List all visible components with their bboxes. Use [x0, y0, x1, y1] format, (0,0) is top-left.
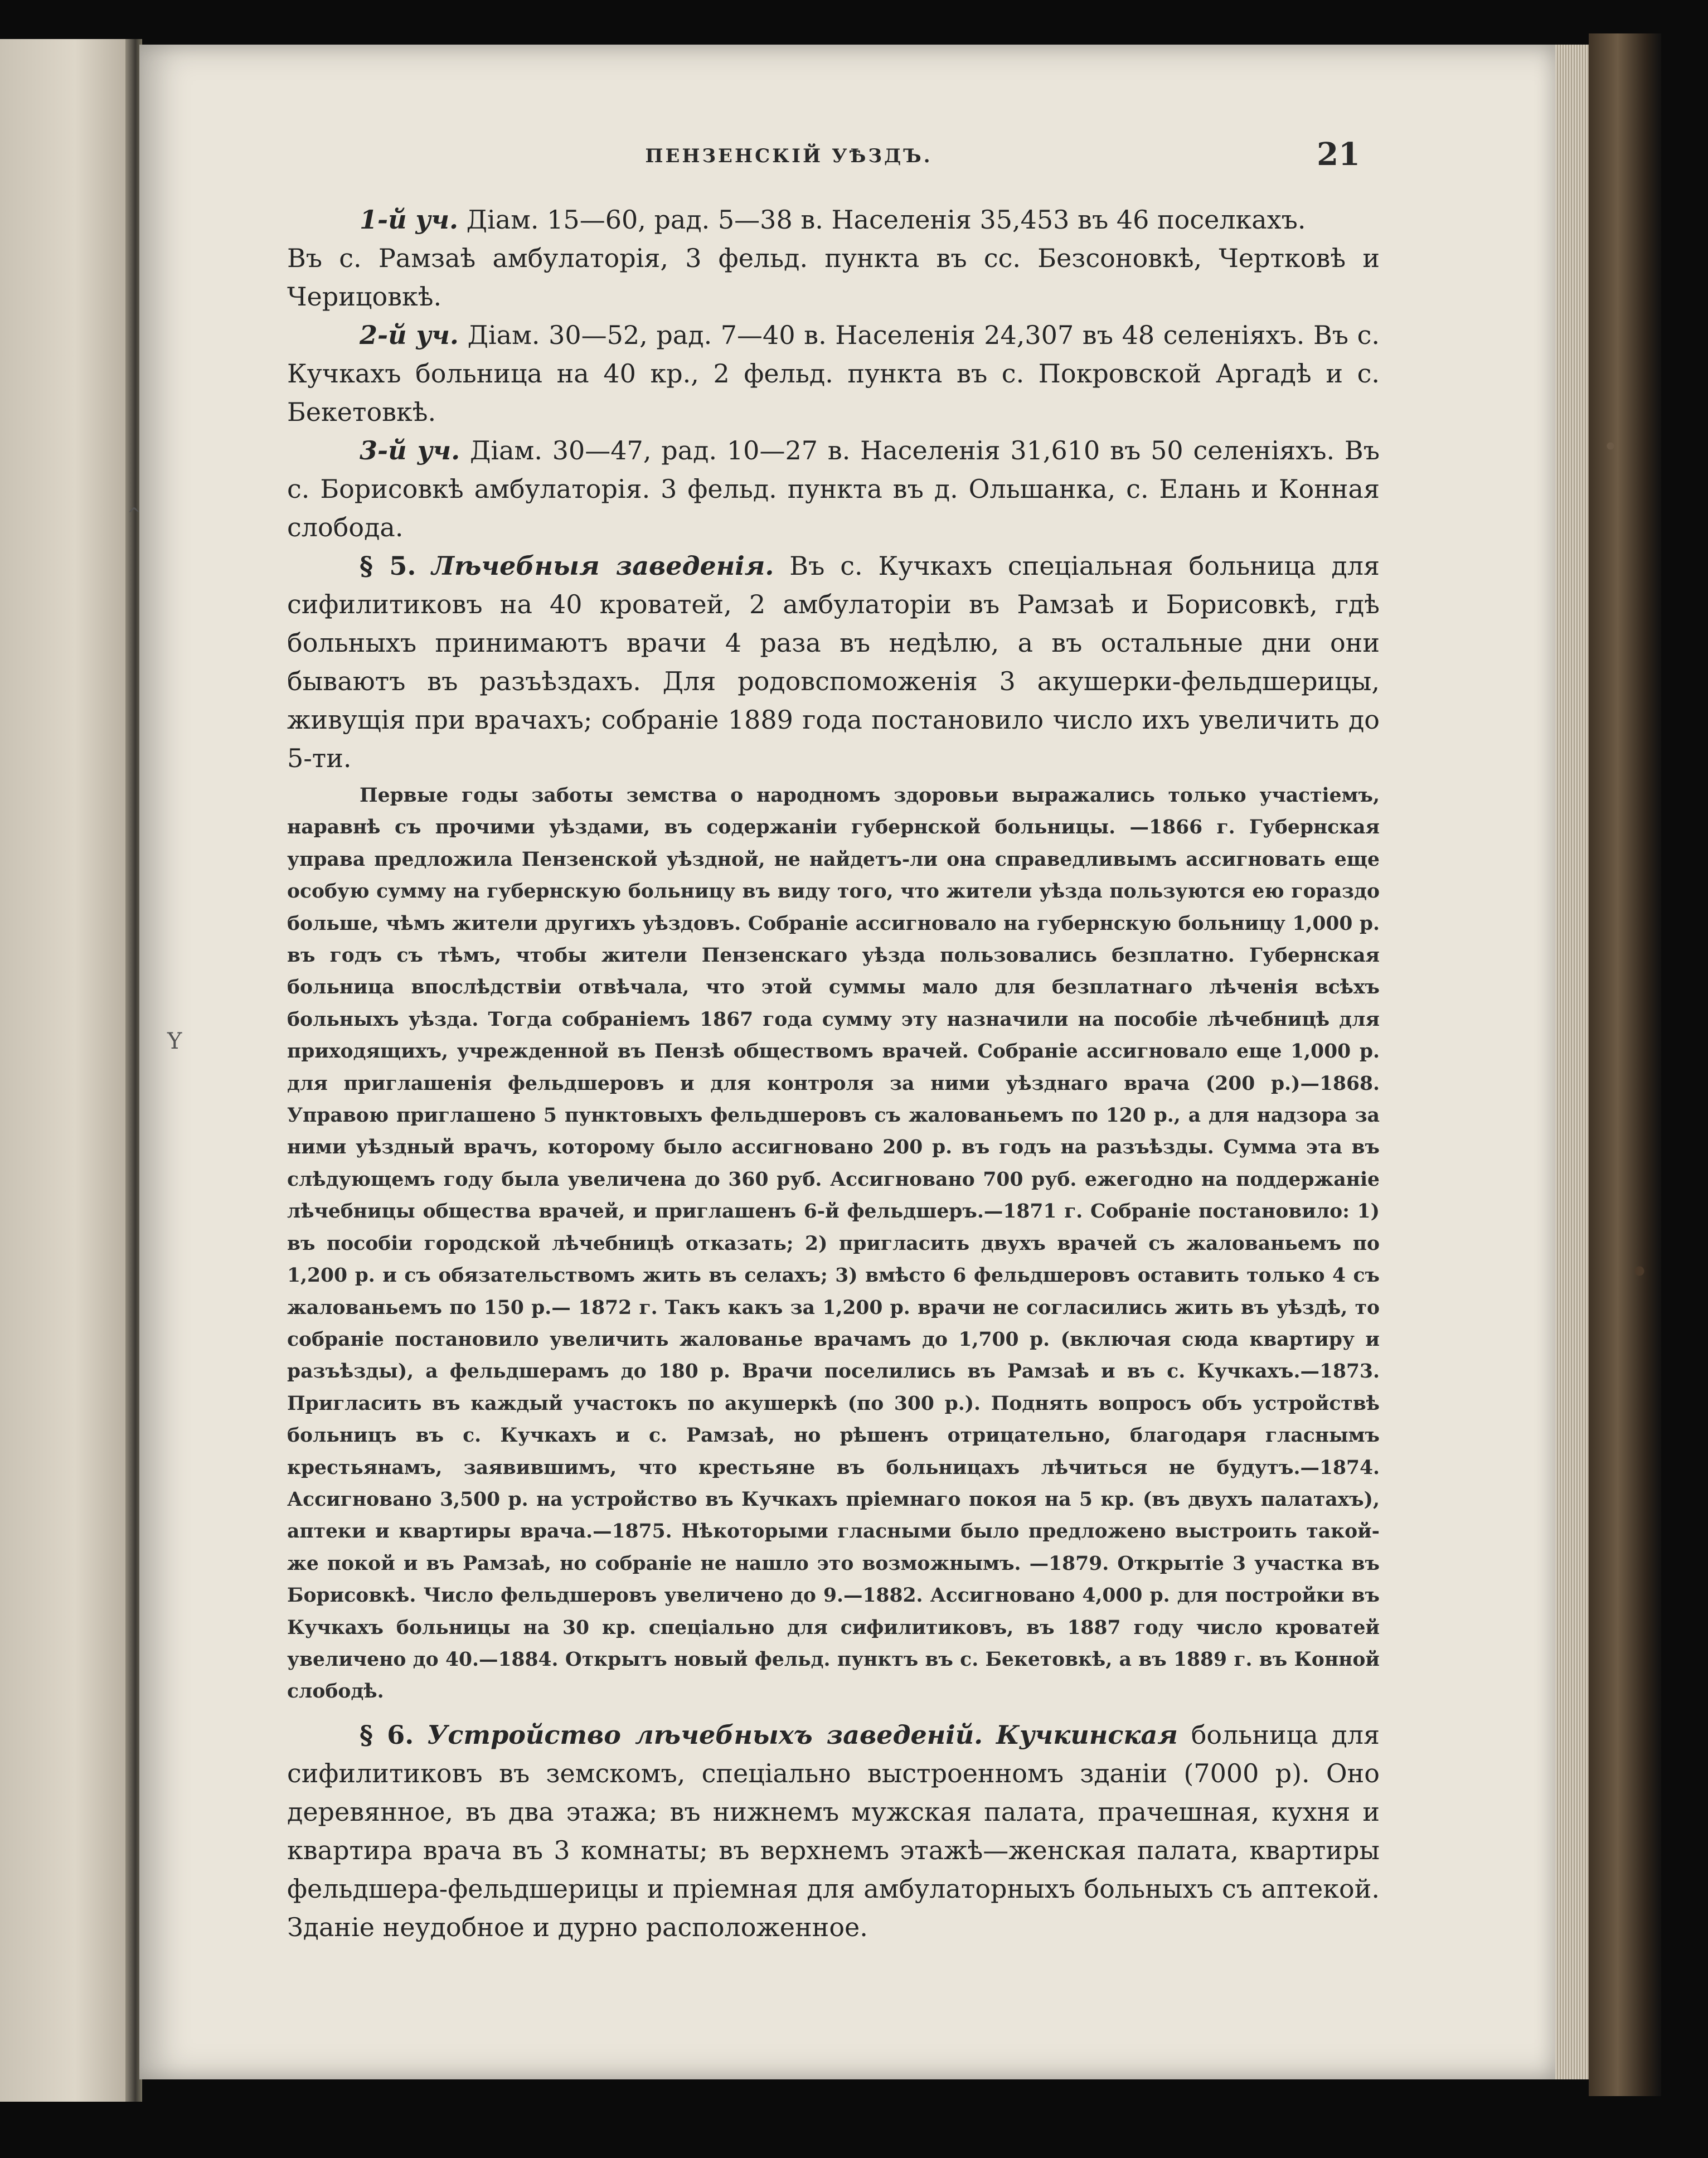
section-text: больница для сифилитиковъ въ земскомъ, спеціально выстроенномъ зданіи (7000 р). Оно деревянное, въ два этажа; въ нижнемъ мужская палата, прачешная, кухня и квартира врача въ 3 комнаты; въ верхнемъ этажѣ—женская палата, квартиры фельдшера-фельдшерицы и пріемная для амбулаторныхъ больныхъ съ аптекой. Зданіе неудобное и дурно расположенное.	[287, 1719, 1380, 1942]
district-label: 1-й уч.	[360, 205, 458, 235]
section-title: Лѣчебныя заведенія.	[431, 551, 774, 581]
section-text: Въ с. Кучкахъ спеціальная больница для сифилитиковъ на 40 кроватей, 2 амбулаторіи въ Рамзаѣ и Борисовкѣ, гдѣ больныхъ принимаютъ врачи 4 раза въ недѣлю, а въ остальные дни они бываютъ въ разъѣздахъ. Для родовспоможенія 3 акушерки-фельдшерицы, живущія при врачахъ; собраніе 1889 года постановило число ихъ увеличить до 5-ти.	[287, 551, 1380, 773]
section-6-paragraph	[287, 1716, 1380, 1947]
page-number: 21	[1317, 136, 1360, 173]
districts-block	[287, 201, 1380, 778]
district-paragraph-cont	[287, 239, 1380, 316]
margin-mark: ^	[127, 505, 142, 524]
district-label: 3-й уч.	[360, 435, 460, 465]
section-5-paragraph	[287, 547, 1380, 778]
page-header	[217, 136, 1360, 180]
history-block	[287, 780, 1380, 1708]
hospital-name: Кучкинская	[996, 1719, 1178, 1750]
margin-mark: Y	[167, 1029, 182, 1054]
district-label: 2-й уч.	[360, 320, 459, 350]
section-6-block	[287, 1716, 1380, 1947]
page-stack-edge	[1555, 45, 1589, 2079]
section-number: § 5.	[360, 551, 416, 581]
district-text: Въ с. Рамзаѣ амбулаторія, 3 фельд. пункта въ сс. Безсоновкѣ, Чертковѣ и Черицовкѣ.	[287, 243, 1380, 312]
page-body	[287, 201, 1380, 1947]
district-text: Діам. 30—52, рад. 7—40 в. Населенія 24,307 въ 48 селеніяхъ. Въ с. Кучкахъ больница на 40 кр., 2 фельд. пункта въ с. Покровской Аргадѣ и с. Бекетовкѣ.	[287, 320, 1380, 427]
district-paragraph	[287, 201, 1380, 239]
district-paragraph	[287, 316, 1380, 431]
district-text: Діам. 30—47, рад. 10—27 в. Населенія 31,610 въ 50 селеніяхъ. Въ с. Борисовкѣ амбулаторія. 3 фельд. пункта въ д. Ольшанка, с. Елань и Конная слобода.	[287, 435, 1380, 542]
section-title: Устройство лѣчебныхъ заведеній.	[427, 1719, 983, 1750]
section-number: § 6.	[360, 1719, 414, 1750]
left-page-edge	[0, 39, 125, 2102]
district-paragraph	[287, 431, 1380, 547]
district-text: Діам. 15—60, рад. 5—38 в. Населенія 35,453 въ 46 поселкахъ.	[466, 205, 1306, 235]
marbled-cover	[1589, 33, 1661, 2096]
history-paragraph: Первые годы заботы земства о народномъ здоровьи выражались только участіемъ, наравнѣ съ прочими уѣздами, въ содержаніи губернской больницы. —1866 г. Губернская управа предложила Пензенской уѣздной, не найдетъ-ли она справедливымъ ассигновать еще особую сумму на губернскую больницу въ виду того, что жители уѣзда пользуются ею гораздо больше, чѣмъ жители другихъ уѣздовъ. Собраніе ассигновало на губернскую больницу 1,000 р. въ годъ съ тѣмъ, чтобы жители Пензенскаго уѣзда пользовались безплатно. Губернская больница впослѣдствіи отвѣчала, что этой суммы мало для безплатнаго лѣченія всѣхъ больныхъ уѣзда. Тогда собраніемъ 1867 года сумму эту назначили на пособіе лѣчебницѣ для приходящихъ, учрежденной въ Пензѣ обществомъ врачей. Собраніе ассигновало еще 1,000 р. для приглашенія фельдшеровъ и для контроля за ними уѣзднаго врача (200 р.)—1868. Управою приглашено 5 пунктовыхъ фельдшеровъ съ жалованьемъ по 120 р., а для надзора за ними уѣздный врачъ, которому было ассигновано 200 р. въ годъ на разъѣзды. Сумма эта въ слѣдующемъ году была увеличена до 360 руб. Ассигновано 700 руб. ежегодно на поддержаніе лѣчебницы общества врачей, и приглашенъ 6-й фельдшеръ.—1871 г. Собраніе постановило: 1) въ пособіи городской лѣчебницѣ отказать; 2) пригласить двухъ врачей съ жалованьемъ по 1,200 р. и съ обязательствомъ жить въ селахъ; 3) вмѣсто 6 фельдшеровъ оставить только 4 съ жалованьемъ по 150 р.— 1872 г. Такъ какъ за 1,200 р. врачи не согласились жить въ уѣздѣ, то собраніе постановило увеличить жалованье врачамъ до 1,700 р. (включая сюда квартиру и разъѣзды), а фельдшерамъ до 180 р. Врачи поселились въ Рамзаѣ и въ с. Кучкахъ.—1873. Пригласить въ каждый участокъ по акушеркѣ (по 300 р.). Поднять вопросъ объ устройствѣ больницъ въ с. Кучкахъ и с. Рамзаѣ, но рѣшенъ отрицательно, благодаря гласнымъ крестьянамъ, заявившимъ, что крестьяне въ больницахъ лѣчиться не будутъ.—1874. Ассигновано 3,500 р. на устройство въ Кучкахъ пріемнаго покоя на 5 кр. (въ двухъ палатахъ), аптеки и квартиры врача.—1875. Нѣкоторыми гласными было предложено выстроить такой-же покой и въ Рамзаѣ, но собраніе не нашло это возможнымъ. —1879. Открытіе 3 участка въ Борисовкѣ. Число фельдшеровъ увеличено до 9.—1882. Ассигновано 4,000 р. для постройки въ Кучкахъ больницы на 30 кр. спеціально для сифилитиковъ, въ 1887 году число кроватей увеличено до 40.—1884. Открытъ новый фельд. пунктъ въ с. Бекетовкѣ, а въ 1889 г. въ Конной слободѣ.	[287, 784, 1380, 1703]
running-head: ПЕНЗЕНСКІЙ УѢЗДЪ.	[645, 145, 933, 167]
